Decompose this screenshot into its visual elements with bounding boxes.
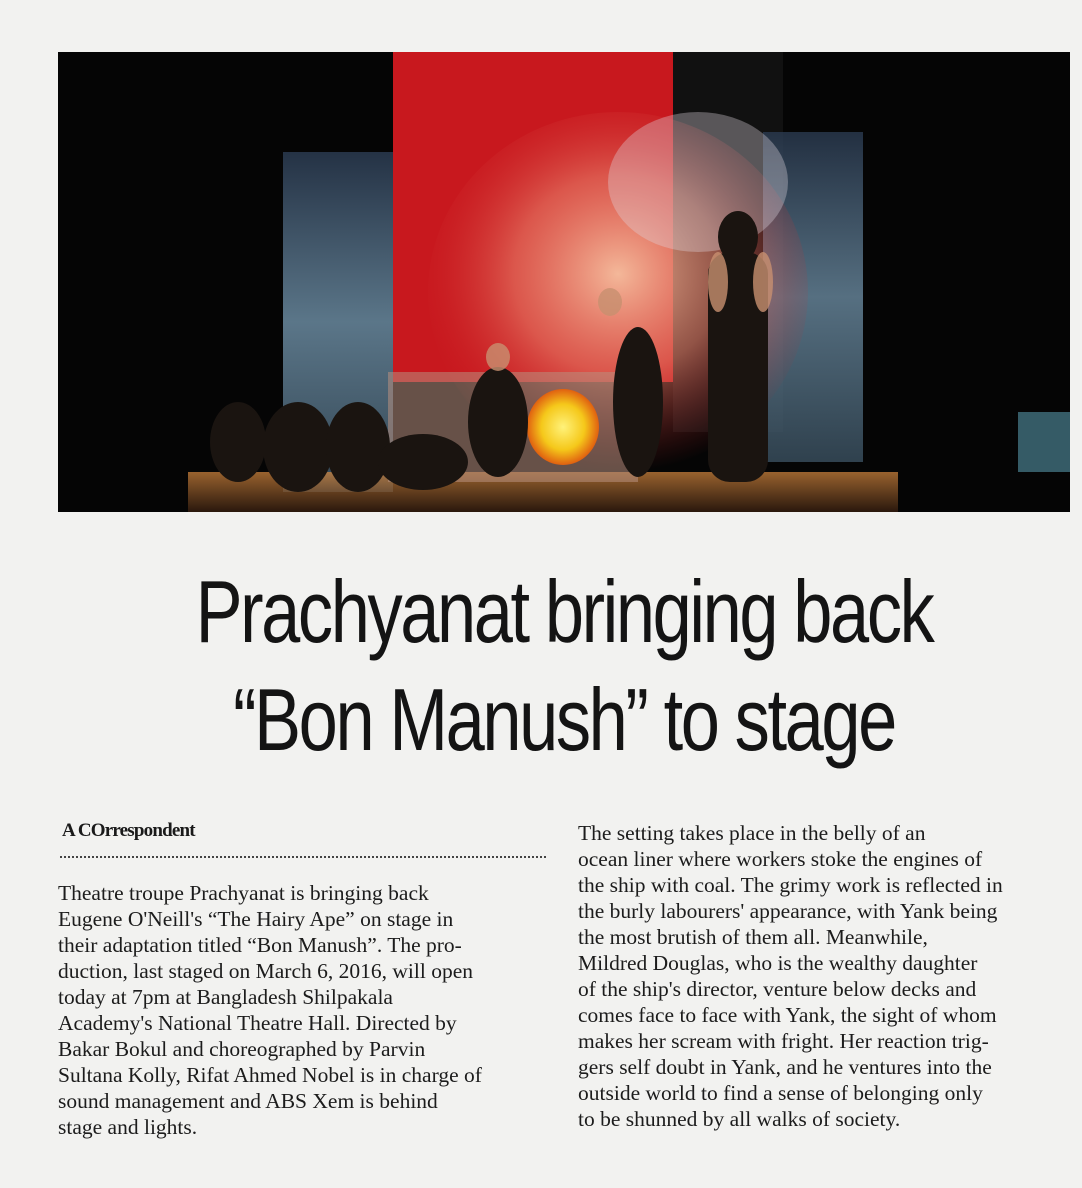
byline: A COrrespondent <box>62 820 195 841</box>
headline <box>159 558 969 774</box>
dotted-divider <box>60 856 546 858</box>
article-paragraph-2: The setting takes place in the belly of an ocean liner where workers stoke the engines of the ship with coal. The grimy work is reflected in the burly labourers' appearance, with Yank being the most brutish of them all. Meanwhile, Mildred Douglas, who is the wealthy daughter of the ship's director, venture below decks and comes face to face with Yank, the sight of whom makes her scream with fright. Her reaction trig- gers self doubt in Yank, and he ventures into the outside world to find a sense of belonging only to be shunned by all walks of society. <box>578 821 1003 1131</box>
article-column-1 <box>58 880 552 1140</box>
article-paragraph-1: Theatre troupe Prachyanat is bringing back Eugene O'Neill's “The Hairy Ape” on stage in their adaptation titled “Bon Manush”. The pro- duction, last staged on March 6, 2016, will open today at 7pm at Bangladesh Shilpakala Academy's National Theatre Hall. Directed by Bakar Bokul and choreographed by Parvin Sultana Kolly, Rifat Ahmed Nobel is in charge of sound management and ABS Xem is behind stage and lights. <box>58 881 482 1139</box>
stage-photo <box>58 52 1070 512</box>
headline-line-2: “Bon Manush” to stage <box>233 670 895 769</box>
article-column-2 <box>578 820 1074 1132</box>
stage-photo-illustration <box>58 52 1070 512</box>
headline-line-1: Prachyanat bringing back <box>195 562 933 661</box>
